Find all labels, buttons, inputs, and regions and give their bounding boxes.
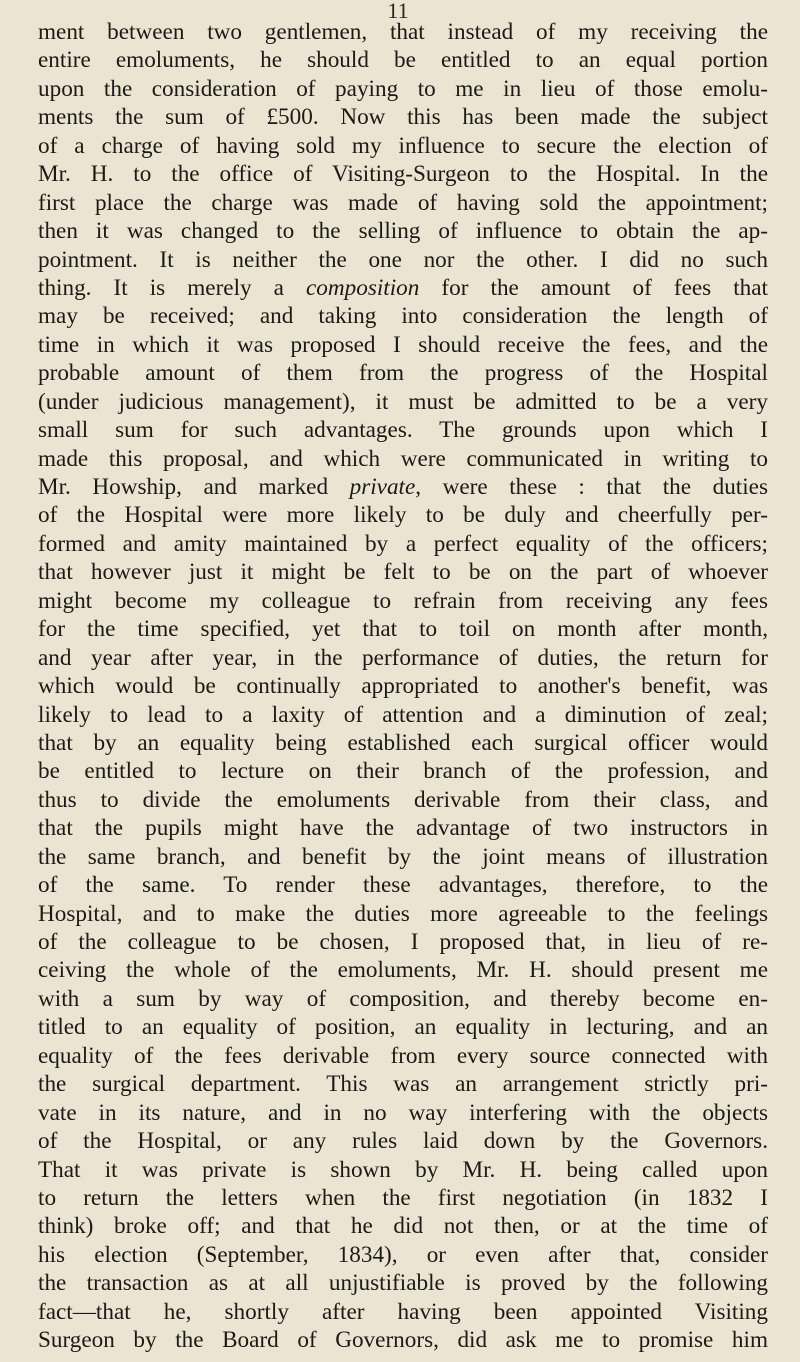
page-number: 11 [387,0,409,23]
text-line: probable amount of them from the progress of the Hospital [38,360,768,387]
text-line: time in which it was proposed I should receive the fees, and the [38,331,768,358]
text-line: equality of the fees derivable from every source connected with [38,1042,768,1069]
text-line: that by an equality being established each surgical officer would [38,729,768,756]
text-line: made this proposal, and which were communicated in writing to [38,445,768,472]
text-line: and year after year, in the performance of duties, the return for [38,644,768,671]
text-line: first place the charge was made of having sold the appointment; [38,189,768,216]
text-line: be entitled to lecture on their branch of the profession, and [38,758,768,785]
text-line: to return the letters when the first negotiation (in 1832 I [38,1184,768,1211]
text-line: entire emoluments, he should be entitled to an equal portion [38,47,768,74]
text-line: which would be continually appropriated to another's benefit, was [38,673,768,700]
italic-word: composition [306,274,420,301]
text-line: ceiving the whole of the emoluments, Mr. H. should present me [38,957,768,984]
text-line: the transaction as at all unjustifiable is proved by the following [38,1270,768,1297]
text-line: of the colleague to be chosen, I proposed that, in lieu of re- [38,929,768,955]
text-line: for the time specified, yet that to toil on month after month, [38,616,768,643]
text-line: Mr. H. to the office of Visiting-Surgeon to the Hospital. In the [38,161,768,188]
text-line: think) broke off; and that he did not then, or at the time of [38,1213,768,1240]
text-line: that the pupils might have the advantage of two instructors in [38,815,768,842]
text-line: titled to an equality of position, an equality in lecturing, and an [38,1014,768,1041]
text-line: of a charge of having sold my influence to secure the election of [38,132,768,159]
text-line: the surgical department. This was an arrangement strictly pri- [38,1071,768,1098]
text-line: pointment. It is neither the one nor the other. I did no such [38,246,768,273]
text-line: upon the consideration of paying to me in lieu of those emolu- [38,75,768,102]
text-line: ment between two gentlemen, that instead of my receiving the [38,19,768,45]
text-line: Mr. Howship, and marked private, were these : that the duties [38,474,768,500]
text-line: with a sum by way of composition, and thereby become en- [38,985,768,1012]
text-line: his election (September, 1834), or even after that, consider [38,1241,768,1268]
text-line: thus to divide the emoluments derivable from their class, and [38,786,768,813]
text-line: of the Hospital were more likely to be duly and cheerfully per- [38,502,768,529]
text-line: fact—that he, shortly after having been appointed Visiting [38,1298,768,1325]
body-text [38,18,768,1355]
text-line: then it was changed to the selling of influence to obtain the ap- [38,218,768,245]
text-line: ments the sum of £500. Now this has been made the subject [38,104,768,131]
italic-word: private [349,474,416,500]
text-line: thing. It is merely a composition for the amount of fees that [38,274,768,301]
text-line: might become my colleague to refrain from receiving any fees [38,587,768,614]
text-line: the same branch, and benefit by the joint means of illustration [38,843,768,870]
text-line: (under judicious management), it must be admitted to be a very [38,388,768,415]
text-line: of the Hospital, or any rules laid down by the Governors. [38,1128,768,1155]
text-line: may be received; and taking into consideration the length of [38,303,768,330]
text-line: likely to lead to a laxity of attention and a diminution of zeal; [38,701,768,728]
text-line: Surgeon by the Board of Governors, did ask me to promise him [38,1327,768,1354]
text-line: formed and amity maintained by a perfect equality of the officers; [38,530,768,557]
text-line: vate in its nature, and in no way interfering with the objects [38,1099,768,1126]
text-line: small sum for such advantages. The grounds upon which I [38,417,768,444]
text-line: of the same. To render these advantages, therefore, to the [38,872,768,899]
text-line: that however just it might be felt to be on the part of whoever [38,559,768,586]
text-line: That it was private is shown by Mr. H. being called upon [38,1156,768,1183]
text-line: Hospital, and to make the duties more agreeable to the feelings [38,900,768,927]
